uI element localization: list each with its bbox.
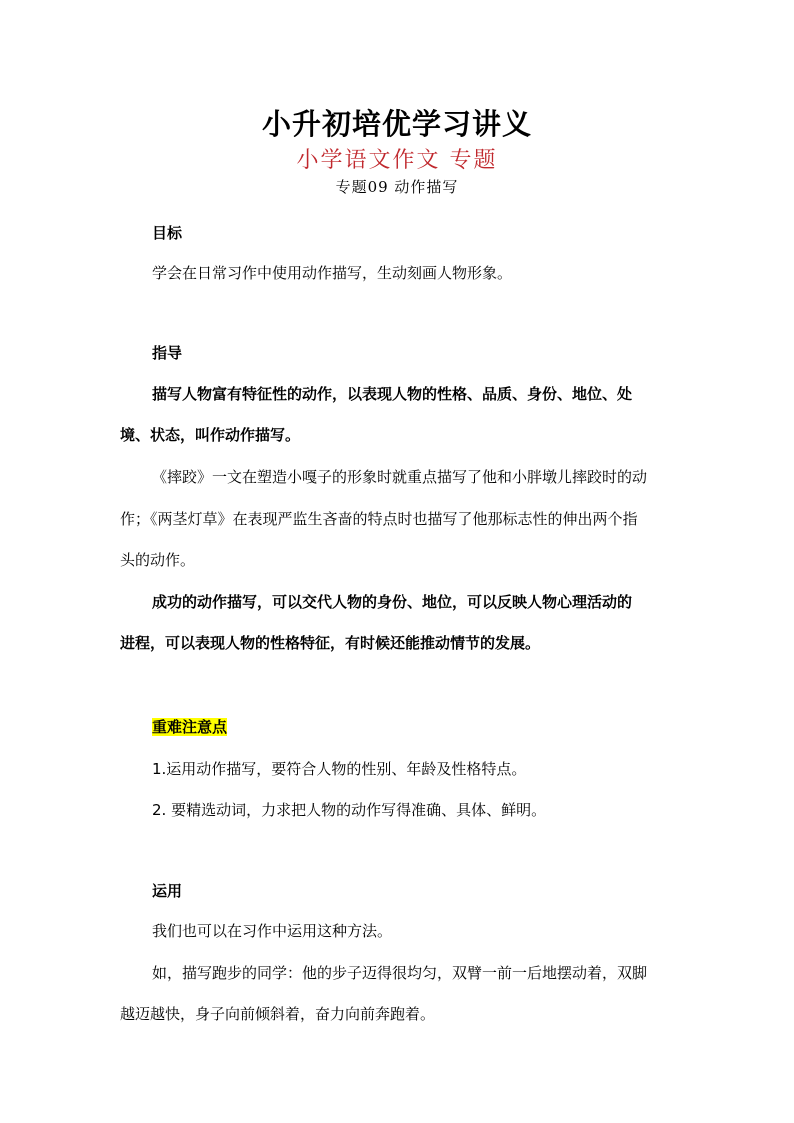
- page-title: 小升初培优学习讲义: [261, 107, 532, 141]
- usage-heading: 运用: [152, 882, 183, 900]
- guide-effect-line-1: 成功的动作描写，可以交代人物的身份、地位，可以反映人物心理活动的: [152, 593, 633, 611]
- guide-example-line-2: 作；《两茎灯草》在表现严监生吝啬的特点时也描写了他那标志性的伸出两个指: [120, 510, 638, 528]
- usage-example-line-2: 越迈越快，身子向前倾斜着，奋力向前奔跑着。: [120, 1005, 436, 1023]
- guide-example-line-3: 头的动作。: [120, 551, 196, 569]
- key-points-heading-row: [152, 716, 712, 738]
- guide-example-line-1: 《摔跤》一文在塑造小嘎子的形象时就重点描写了他和小胖墩儿摔跤时的动: [152, 468, 648, 486]
- guide-definition-line-1: 描写人物富有特征性的动作，以表现人物的性格、品质、身份、地位、处: [152, 385, 633, 403]
- guide-effect-line-2: 进程，可以表现人物的性格特征，有时候还能推动情节的发展。: [120, 634, 541, 652]
- usage-intro: 我们也可以在习作中运用这种方法。: [152, 922, 393, 940]
- goal-text: 学会在日常习作中使用动作描写，生动刻画人物形象。: [152, 264, 513, 282]
- usage-example-line-1: 如，描写跑步的同学：他的步子迈得很均匀，双臂一前一后地摆动着，双脚: [152, 964, 648, 982]
- key-points-heading: 重难注意点: [152, 718, 228, 736]
- topic-label: 专题09 动作描写: [335, 178, 459, 196]
- goal-heading: 目标: [152, 224, 183, 242]
- guide-definition-line-2: 境、状态，叫作动作描写。: [120, 426, 301, 444]
- key-point-1: 1.运用动作描写，要符合人物的性别、年龄及性格特点。: [152, 760, 527, 778]
- page-subtitle: 小学语文作文 专题: [296, 148, 498, 173]
- key-point-2: 2. 要精选动词，力求把人物的动作写得准确、具体、鲜明。: [152, 801, 547, 819]
- guide-heading: 指导: [152, 344, 183, 362]
